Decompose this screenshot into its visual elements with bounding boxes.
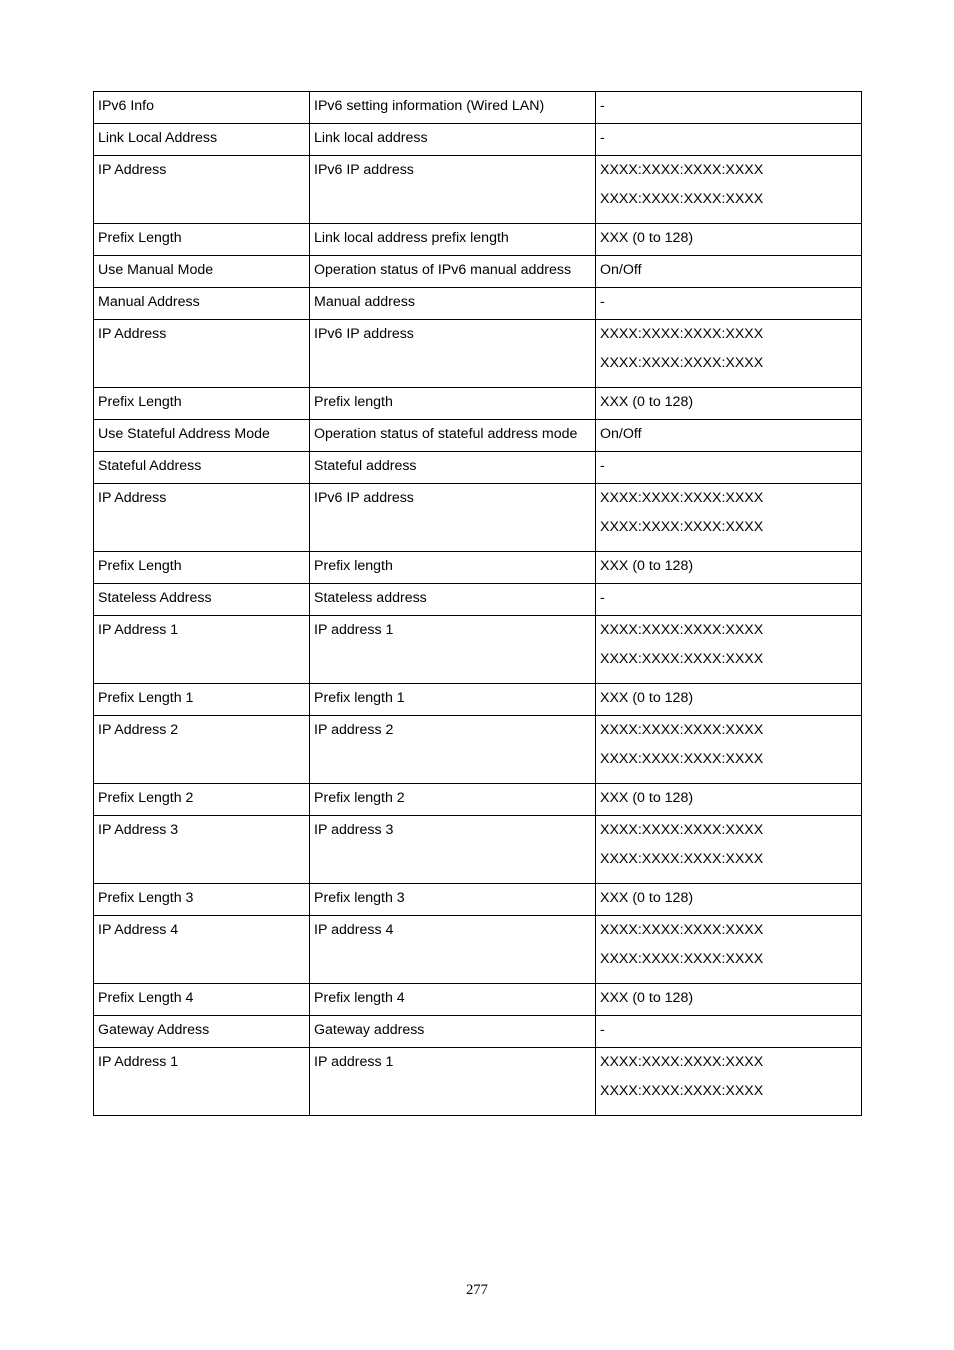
setting-value-cell bbox=[596, 916, 862, 984]
setting-description-cell: IP address 2 bbox=[310, 716, 596, 784]
setting-value-cell bbox=[596, 452, 862, 484]
setting-value-cell bbox=[596, 484, 862, 552]
setting-item-cell: Prefix Length 2 bbox=[94, 784, 310, 816]
settings-table bbox=[93, 91, 862, 1116]
setting-description-cell: IPv6 IP address bbox=[310, 320, 596, 388]
table-row bbox=[94, 420, 862, 452]
table-row bbox=[94, 156, 862, 224]
table-row bbox=[94, 784, 862, 816]
setting-item-cell: Manual Address bbox=[94, 288, 310, 320]
setting-value-cell bbox=[596, 156, 862, 224]
setting-item-cell: Prefix Length 1 bbox=[94, 684, 310, 716]
setting-value-line: XXXX:XXXX:XXXX:XXXX bbox=[600, 622, 764, 638]
setting-value-cell bbox=[596, 616, 862, 684]
page-number: 277 bbox=[466, 1282, 488, 1298]
table-row bbox=[94, 1016, 862, 1048]
setting-value-cell bbox=[596, 552, 862, 584]
setting-value-cell bbox=[596, 684, 862, 716]
setting-item-cell: IP Address bbox=[94, 320, 310, 388]
setting-value-line: - bbox=[600, 458, 605, 474]
table-row bbox=[94, 552, 862, 584]
setting-value-cell bbox=[596, 716, 862, 784]
table-row bbox=[94, 484, 862, 552]
table-row bbox=[94, 92, 862, 124]
setting-value-line: - bbox=[600, 294, 605, 310]
setting-description-cell: Prefix length 3 bbox=[310, 884, 596, 916]
setting-value-line: XXXX:XXXX:XXXX:XXXX bbox=[600, 326, 764, 342]
table-row bbox=[94, 224, 862, 256]
table-row bbox=[94, 984, 862, 1016]
setting-description-cell: IPv6 IP address bbox=[310, 484, 596, 552]
table-row bbox=[94, 452, 862, 484]
setting-value-cell bbox=[596, 1048, 862, 1116]
setting-value-cell bbox=[596, 784, 862, 816]
table-row bbox=[94, 684, 862, 716]
setting-description-cell: Manual address bbox=[310, 288, 596, 320]
setting-item-cell: Prefix Length 4 bbox=[94, 984, 310, 1016]
setting-value-line: XXX (0 to 128) bbox=[600, 558, 694, 574]
setting-value-line: XXXX:XXXX:XXXX:XXXX bbox=[600, 651, 764, 667]
setting-description-cell: IPv6 setting information (Wired LAN) bbox=[310, 92, 596, 124]
table-row bbox=[94, 320, 862, 388]
setting-value-line: On/Off bbox=[600, 262, 642, 278]
table-row bbox=[94, 288, 862, 320]
setting-value-line: XXX (0 to 128) bbox=[600, 790, 694, 806]
setting-item-cell: IP Address 3 bbox=[94, 816, 310, 884]
setting-value-line: On/Off bbox=[600, 426, 642, 442]
setting-value-cell bbox=[596, 816, 862, 884]
table-row bbox=[94, 256, 862, 288]
setting-description-cell: Prefix length bbox=[310, 388, 596, 420]
setting-value-line: XXXX:XXXX:XXXX:XXXX bbox=[600, 922, 764, 938]
table-row bbox=[94, 1048, 862, 1116]
setting-value-cell bbox=[596, 388, 862, 420]
setting-item-cell: Use Manual Mode bbox=[94, 256, 310, 288]
setting-value-cell bbox=[596, 124, 862, 156]
setting-value-line: XXXX:XXXX:XXXX:XXXX bbox=[600, 355, 764, 371]
setting-value-line: XXXX:XXXX:XXXX:XXXX bbox=[600, 1054, 764, 1070]
setting-value-line: XXXX:XXXX:XXXX:XXXX bbox=[600, 519, 764, 535]
table-row bbox=[94, 916, 862, 984]
setting-description-cell: Stateful address bbox=[310, 452, 596, 484]
setting-item-cell: Prefix Length 3 bbox=[94, 884, 310, 916]
setting-description-cell: Operation status of IPv6 manual address bbox=[310, 256, 596, 288]
setting-value-cell bbox=[596, 984, 862, 1016]
setting-description-cell: Operation status of stateful address mode bbox=[310, 420, 596, 452]
setting-value-cell bbox=[596, 420, 862, 452]
setting-value-line: XXXX:XXXX:XXXX:XXXX bbox=[600, 822, 764, 838]
setting-item-cell: IP Address bbox=[94, 484, 310, 552]
setting-value-line: XXXX:XXXX:XXXX:XXXX bbox=[600, 1083, 764, 1099]
setting-value-line: XXXX:XXXX:XXXX:XXXX bbox=[600, 162, 764, 178]
setting-value-cell bbox=[596, 256, 862, 288]
setting-item-cell: IP Address 1 bbox=[94, 1048, 310, 1116]
setting-description-cell: Prefix length 2 bbox=[310, 784, 596, 816]
setting-item-cell: IP Address 4 bbox=[94, 916, 310, 984]
setting-item-cell: Prefix Length bbox=[94, 224, 310, 256]
setting-value-line: XXXX:XXXX:XXXX:XXXX bbox=[600, 191, 764, 207]
setting-item-cell: Link Local Address bbox=[94, 124, 310, 156]
setting-description-cell: Link local address bbox=[310, 124, 596, 156]
setting-value-cell bbox=[596, 288, 862, 320]
setting-item-cell: Prefix Length bbox=[94, 388, 310, 420]
setting-description-cell: IP address 1 bbox=[310, 1048, 596, 1116]
setting-item-cell: Prefix Length bbox=[94, 552, 310, 584]
setting-description-cell: IP address 3 bbox=[310, 816, 596, 884]
setting-value-line: XXXX:XXXX:XXXX:XXXX bbox=[600, 490, 764, 506]
setting-value-cell bbox=[596, 884, 862, 916]
setting-value-cell bbox=[596, 92, 862, 124]
setting-item-cell: IP Address 1 bbox=[94, 616, 310, 684]
setting-value-line: XXX (0 to 128) bbox=[600, 394, 694, 410]
setting-item-cell: Stateless Address bbox=[94, 584, 310, 616]
setting-value-line: - bbox=[600, 590, 605, 606]
setting-item-cell: IP Address 2 bbox=[94, 716, 310, 784]
setting-value-cell bbox=[596, 224, 862, 256]
setting-value-line: XXXX:XXXX:XXXX:XXXX bbox=[600, 751, 764, 767]
setting-value-line: XXX (0 to 128) bbox=[600, 230, 694, 246]
table-row bbox=[94, 816, 862, 884]
table-body bbox=[94, 92, 862, 1116]
setting-description-cell: Stateless address bbox=[310, 584, 596, 616]
setting-value-line: XXX (0 to 128) bbox=[600, 890, 694, 906]
table-row bbox=[94, 584, 862, 616]
setting-description-cell: IP address 1 bbox=[310, 616, 596, 684]
setting-value-line: - bbox=[600, 1022, 605, 1038]
setting-value-cell bbox=[596, 1016, 862, 1048]
setting-value-line: - bbox=[600, 98, 605, 114]
table-row bbox=[94, 616, 862, 684]
table-row bbox=[94, 388, 862, 420]
setting-description-cell: Prefix length bbox=[310, 552, 596, 584]
setting-description-cell: Gateway address bbox=[310, 1016, 596, 1048]
setting-description-cell: IP address 4 bbox=[310, 916, 596, 984]
setting-value-cell bbox=[596, 584, 862, 616]
setting-value-line: - bbox=[600, 130, 605, 146]
setting-value-line: XXX (0 to 128) bbox=[600, 690, 694, 706]
setting-description-cell: Link local address prefix length bbox=[310, 224, 596, 256]
setting-item-cell: IPv6 Info bbox=[94, 92, 310, 124]
table-row bbox=[94, 716, 862, 784]
setting-item-cell: Stateful Address bbox=[94, 452, 310, 484]
setting-item-cell: Gateway Address bbox=[94, 1016, 310, 1048]
setting-description-cell: IPv6 IP address bbox=[310, 156, 596, 224]
setting-value-line: XXX (0 to 128) bbox=[600, 990, 694, 1006]
setting-value-line: XXXX:XXXX:XXXX:XXXX bbox=[600, 951, 764, 967]
setting-item-cell: IP Address bbox=[94, 156, 310, 224]
table-row bbox=[94, 884, 862, 916]
setting-value-line: XXXX:XXXX:XXXX:XXXX bbox=[600, 722, 764, 738]
setting-description-cell: Prefix length 4 bbox=[310, 984, 596, 1016]
table-row bbox=[94, 124, 862, 156]
setting-item-cell: Use Stateful Address Mode bbox=[94, 420, 310, 452]
setting-value-line: XXXX:XXXX:XXXX:XXXX bbox=[600, 851, 764, 867]
setting-description-cell: Prefix length 1 bbox=[310, 684, 596, 716]
setting-value-cell bbox=[596, 320, 862, 388]
